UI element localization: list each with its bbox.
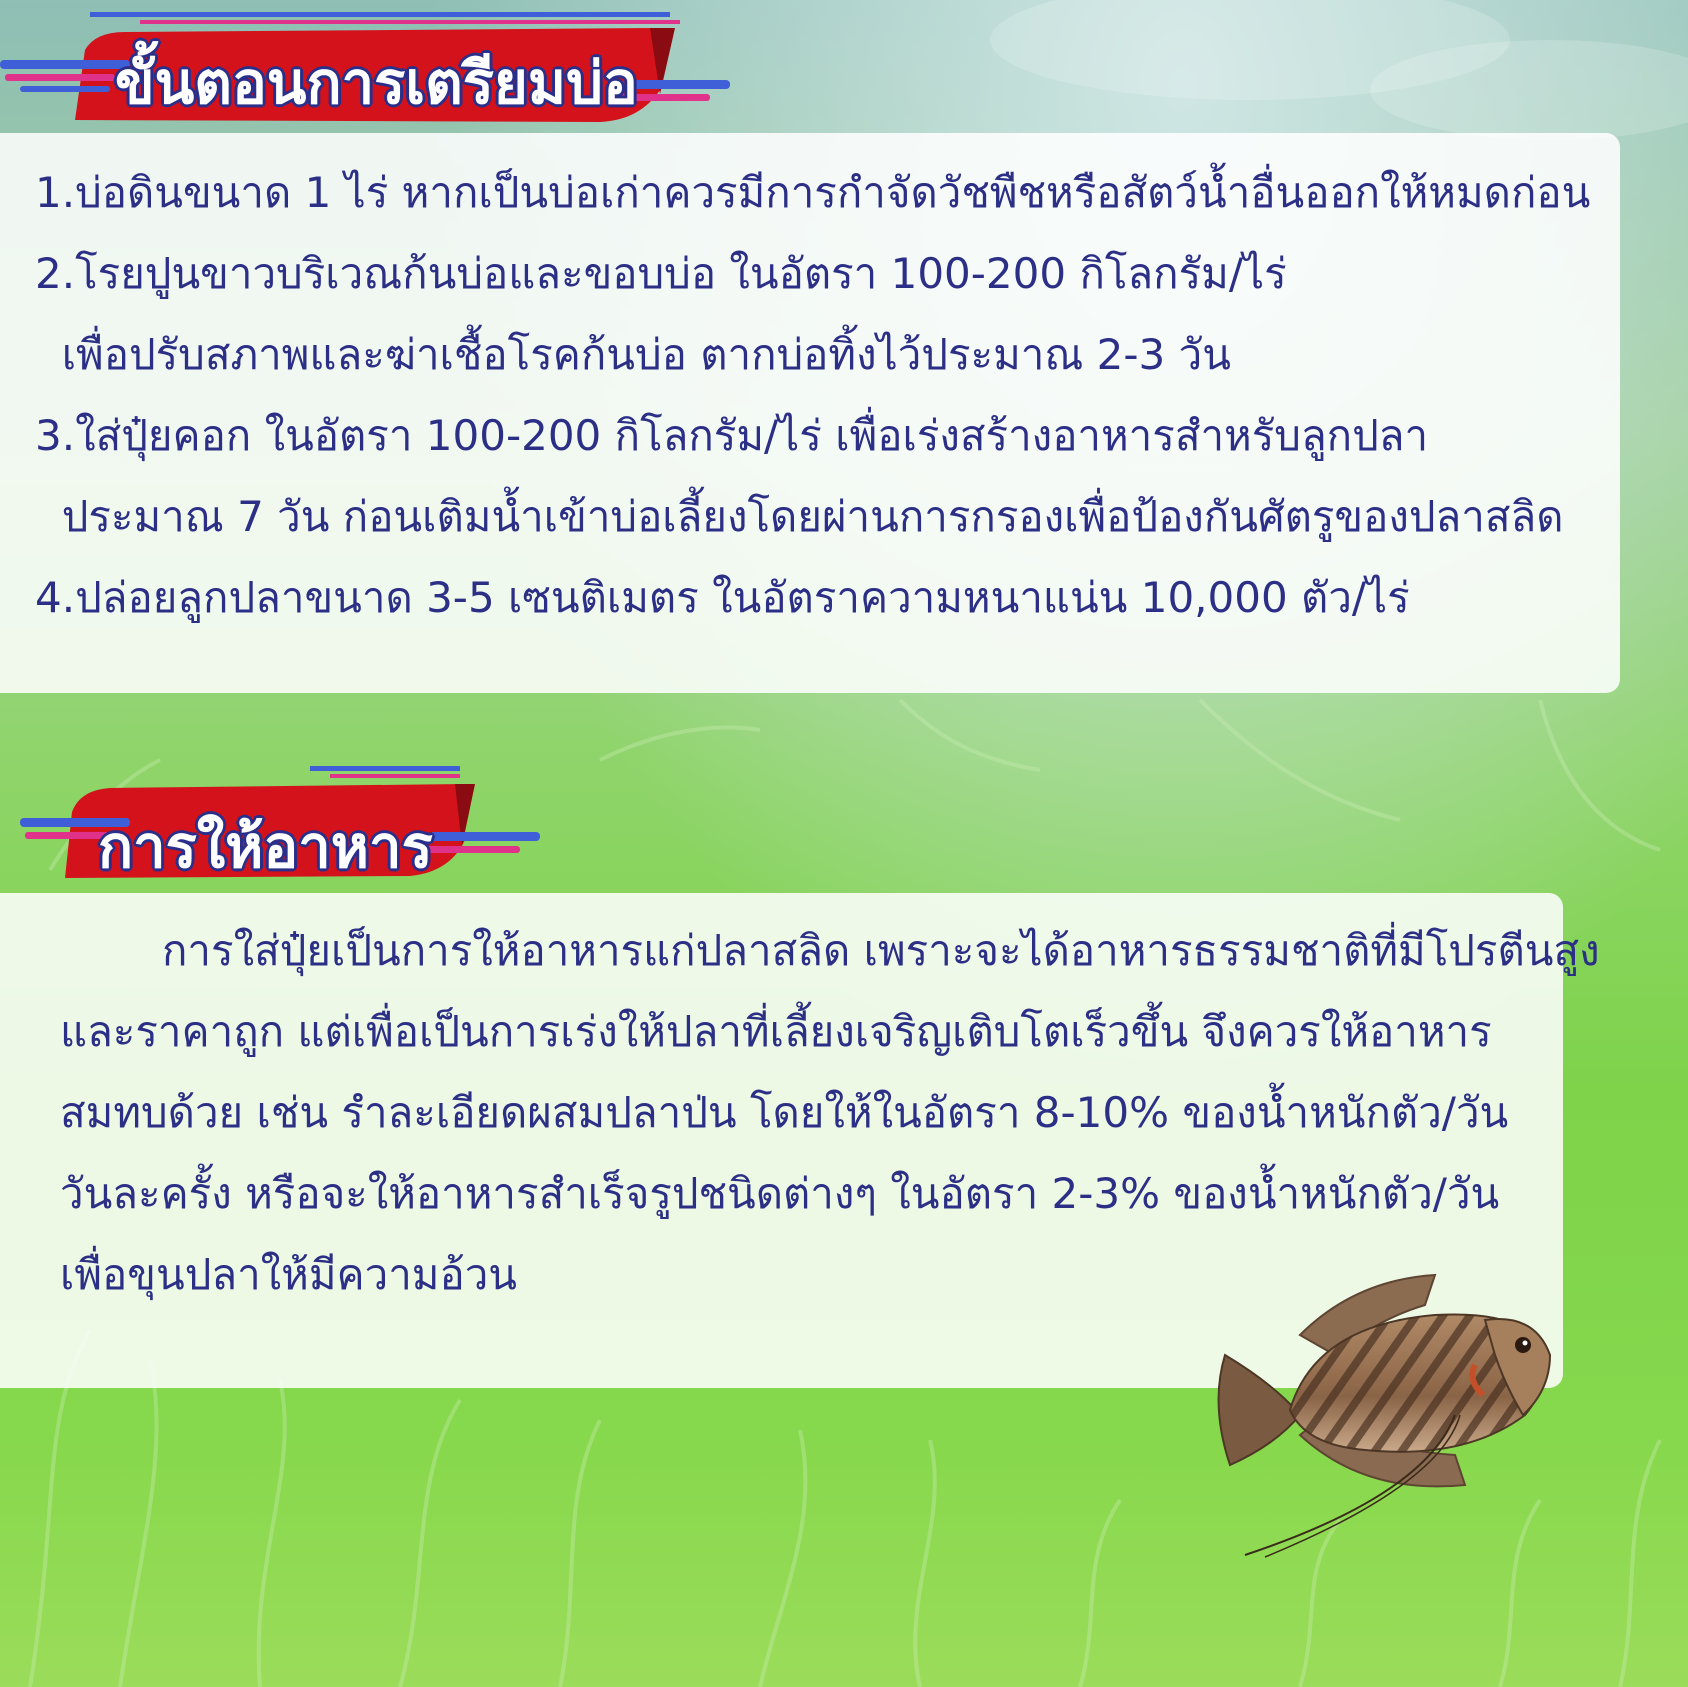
- feeding-line: วันละครั้ง หรือจะให้อาหารสำเร็จรูปชนิดต่างๆ ในอัตรา 2-3% ของน้ำหนักตัว/วัน: [60, 1169, 1500, 1218]
- step-1-line: 1.บ่อดินขนาด 1 ไร่ หากเป็นบ่อเก่าควรมีการกำจัดวัชพืชหรือสัตว์น้ำอื่นออกให้หมดก่อน: [35, 168, 1591, 217]
- step-3-line: 3.ใส่ปุ๋ยคอก ในอัตรา 100-200 กิโลกรัม/ไร่ เพื่อเร่งสร้างอาหารสำหรับลูกปลา: [35, 411, 1429, 460]
- feeding-title: การให้อาหาร: [98, 813, 433, 881]
- pond-prep-title: ขั้นตอนการเตรียมบ่อ: [115, 49, 638, 117]
- gourami-fish-image: [1205, 1265, 1645, 1565]
- feeding-line: เพื่อขุนปลาให้มีความอ้วน: [60, 1250, 518, 1299]
- step-2-line: 2.โรยปูนขาวบริเวณก้นบ่อและขอบบ่อ ในอัตรา 100-200 กิโลกรัม/ไร่: [35, 249, 1287, 298]
- pond-prep-steps: [35, 152, 1590, 638]
- feeding-line: สมทบด้วย เช่น รำละเอียดผสมปลาป่น โดยให้ในอัตรา 8-10% ของน้ำหนักตัว/วัน: [60, 1088, 1509, 1137]
- feeding-paragraph: [60, 910, 1600, 1315]
- feeding-line-text: การใส่ปุ๋ยเป็นการให้อาหารแก่ปลาสลิด เพราะจะได้อาหารธรรมชาติที่มีโปรตีนสูง: [162, 926, 1600, 975]
- feeding-line: และราคาถูก แต่เพื่อเป็นการเร่งให้ปลาที่เลี้ยงเจริญเติบโตเร็วขึ้น จึงควรให้อาหาร: [60, 1007, 1492, 1056]
- step-2-continuation: เพื่อปรับสภาพและฆ่าเชื้อโรคก้นบ่อ ตากบ่อทิ้งไว้ประมาณ 2-3 วัน: [35, 330, 1231, 379]
- feeding-line: [60, 910, 1600, 991]
- step-3-continuation: ประมาณ 7 วัน ก่อนเติมน้ำเข้าบ่อเลี้ยงโดยผ่านการกรองเพื่อป้องกันศัตรูของปลาสลิด: [35, 492, 1564, 541]
- step-4-line: 4.ปล่อยลูกปลาขนาด 3-5 เซนติเมตร ในอัตราความหนาแน่น 10,000 ตัว/ไร่: [35, 573, 1410, 622]
